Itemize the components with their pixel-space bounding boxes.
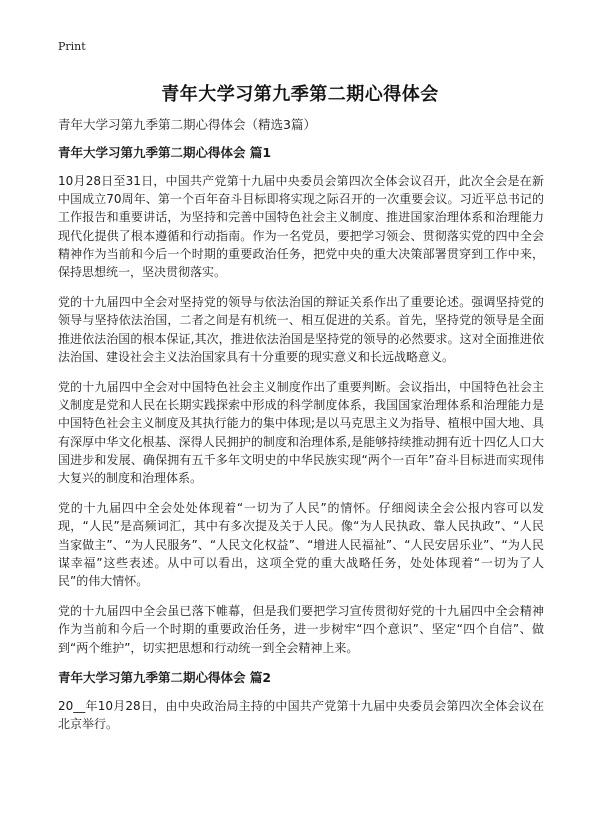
paragraph: 党的十九届四中全会处处体现着“一切为了人民”的情怀。仔细阅读全会公报内容可以发现，“人民”是高频词汇，其中有多次提及关于人民。像“为人民执政、靠人民执政”、“人民当家做主”、“为人民服务”、“人民文化权益”、“增进人民福祉”、“人民安居乐业”、“为人民谋幸福”这些表述。从中可以看出，这项全党的重大战略任务，处处体现着“一切为了人民”的伟大情怀。: [58, 501, 544, 589]
print-link[interactable]: Print: [58, 40, 86, 53]
page-title: 青年大学习第九季第二期心得体会: [161, 84, 439, 105]
paragraph: 20__年10月28日，由中央政治局主持的中国共产党第十九届中央委员会第四次全体会议在北京举行。: [58, 698, 544, 732]
article-subtitle: 青年大学习第九季第二期心得体会（精选3篇）: [58, 117, 316, 132]
section-heading: 青年大学习第九季第二期心得体会 篇2: [58, 669, 272, 685]
paragraph: 党的十九届四中全会对中国特色社会主义制度作出了重要判断。会议指出，中国特色社会主义制度是党和人民在长期实践探索中形成的科学制度体系，我国国家治理体系和治理能力是中国特色社会主义制度及其执行能力的集中体现;是以马克思主义为指导、植根中国大地、具有深厚中华文化根基、深得人民拥护的制度和治理体系,是能够持续推动拥有近十四亿人口大国进步和发展、确保拥有五千多年文明史的中华民族实现“两个一百年”奋斗目标进而实现伟大复兴的制度和治理体系。: [58, 380, 544, 486]
section-2: [58, 669, 544, 733]
section-1: [58, 144, 544, 657]
paragraph: 党的十九届四中全会对坚持党的领导与依法治国的辩证关系作出了重要论述。强调坚持党的领导与坚持依法治国，二者之间是有机统一、相互促进的关系。首先，坚持党的领导是全面推进依法治国的根本保证,其次，推进依法治国是坚持党的领导的必然要求。这对全面推进依法治国、建设社会主义法治国家具有十分重要的现实意义和长远战略意义。: [58, 295, 544, 364]
paragraph: 党的十九届四中全会虽已落下帷幕，但是我们要把学习宣传贯彻好党的十九届四中全会精神作为当前和今后一个时期的重要政治任务，进一步树牢“四个意识”、坚定“四个自信”、做到“两个维护”，切实把思想和行动统一到全会精神上来。: [58, 604, 544, 655]
article-body: [58, 116, 544, 745]
section-heading: 青年大学习第九季第二期心得体会 篇1: [58, 145, 272, 160]
paragraph: 10月28日至31日，中国共产党第十九届中央委员会第四次全体会议召开，此次全会是在新中国成立70周年、第一个百年奋斗目标即将实现之际召开的一次重要会议。习近平总书记的工作报告和重要讲话，为坚持和完善中国特色社会主义制度、推进国家治理体系和治理能力现代化提供了根本遵循和行动指南。作为一名党员，要把学习领会、贯彻落实党的四中全会精神作为当前和今后一个时期的重要政治任务，把党中央的重大决策部署贯穿到工作中来，保持思想统一，坚决贯彻落实。: [58, 174, 544, 280]
